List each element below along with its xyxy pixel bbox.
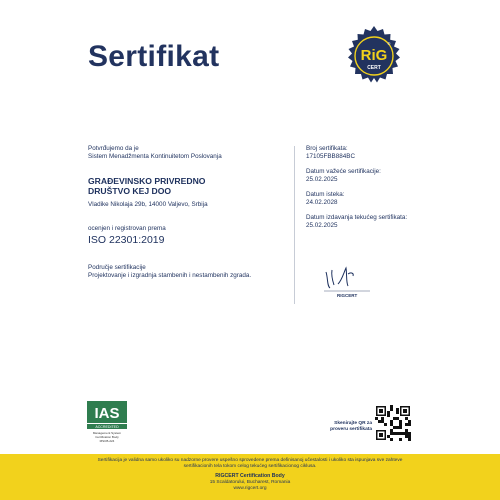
- company-name-line-2: DRUŠTVO KEJ DOO: [88, 186, 172, 196]
- scope-text: Projektovanje i izgradnja stambenih i nestambenih zgrada.: [88, 272, 252, 279]
- company-address: Vladike Nikolaja 29b, 14000 Valjevo, Srbija: [88, 201, 208, 208]
- expiry-label: Datum isteka:: [306, 191, 345, 198]
- qr-caption: [318, 421, 372, 433]
- logo-sub-text: CERT: [367, 65, 381, 71]
- footer-validity-line-2: sertifikacionih tela tokom celog tekućeg sertifikacionog ciklusa.: [183, 464, 317, 469]
- signature-caption: RIGCERT: [337, 293, 358, 298]
- ias-text: IAS: [94, 405, 120, 422]
- logo-registered-mark: ®: [387, 41, 391, 46]
- verification-qr-code[interactable]: [375, 405, 411, 441]
- qr-caption-line-2: proveru sertifikata: [330, 427, 372, 432]
- assessed-text: ocenjen i registrovan prema: [88, 225, 166, 232]
- cert-number-label: Broj sertifikata:: [306, 145, 348, 152]
- footer-website[interactable]: www.rigcert.org: [233, 486, 267, 491]
- ias-accreditation-logo: [86, 400, 128, 446]
- expiry-date: 24.02.2028: [306, 199, 338, 206]
- iso-standard: ISO 22301:2019: [88, 234, 165, 246]
- company-name-line-1: GRAĐEVINSKO PRIVREDNO: [88, 176, 206, 186]
- footer-bar: [0, 454, 500, 500]
- logo-main-text: RiG: [360, 47, 388, 64]
- footer-org: RIGCERT Certification Body: [215, 473, 285, 479]
- footer-address: 15 Scaldatorului, Bucharest, Romania: [209, 480, 291, 485]
- column-divider: [294, 146, 295, 304]
- intro-line-2: Sistem Menadžmenta Kontinuitetom Poslovanja: [88, 153, 222, 160]
- ias-accredited: ACCREDITED: [95, 425, 119, 429]
- footer-validity-line-1: Sertifikacija je validna samo ukoliko su nadzorne provere uspešno sprovedene prema definisanoj učestalosti i ukoliko sta ispunjava sve zahteve: [97, 458, 403, 463]
- valid-from: 25.02.2025: [306, 176, 338, 183]
- ias-sub3: Certification Body: [95, 435, 119, 439]
- ias-sub4: MSCB-224: [99, 439, 115, 443]
- qr-caption-line-1: Skenirajte QR za: [334, 421, 372, 426]
- ias-sub2: Management System: [92, 431, 122, 435]
- rigcert-logo: [342, 24, 406, 88]
- valid-from-label: Datum važeće sertifikacije:: [306, 168, 381, 175]
- issue-label: Datum izdavanja tekućeg sertifikata:: [306, 214, 408, 221]
- scope-label: Područje sertifikacije: [88, 264, 146, 271]
- issue-date: 25.02.2025: [306, 222, 338, 229]
- intro-line-1: Potvrđujemo da je: [88, 145, 139, 152]
- cert-number: 17105FBB884BC: [306, 153, 356, 160]
- certificate-title: Sertifikat: [88, 40, 220, 73]
